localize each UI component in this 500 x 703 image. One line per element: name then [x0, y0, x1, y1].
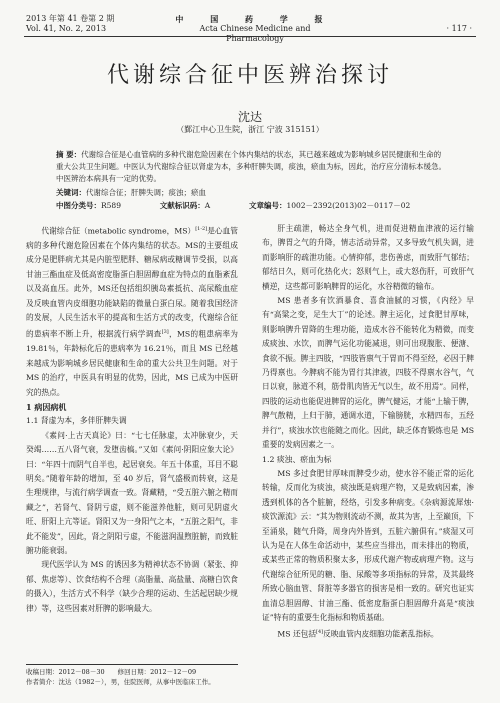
- running-header-issue: [26, 14, 114, 34]
- left-column: [26, 222, 238, 616]
- clc-number: R589: [101, 201, 121, 210]
- header-rule: [24, 36, 476, 37]
- keywords-text: 代谢综合征；肝脾失调；痰浊；瘀血: [86, 188, 206, 197]
- abstract-text: 代谢综合征是心血管病的多种代谢危险因素在个体内集结的状态，其已越来越成为影响城乡居民健康和生命的重大公共卫生问题。中医认为代谢综合征以肾虚为本，多种肝脾失调，痰浊，瘀血为标，因此，治疗应分清标本缓急。中医辨治本病具有一定的优势。: [56, 150, 446, 183]
- intro-paragraph: 代谢综合征（metabolic syndrome，MS）[1-2]是心血管病的多种代谢危险因素在个体内集结的状态。MS的主要组成成分是肥胖病尤其是内脏型肥胖、糖尿病或糖调节受损，以高甘油三酯血症及低高密度脂蛋白胆固醇血症为特点的血脂紊乱以及高血压。此外，MS还包括组织胰岛素抵抗、高尿酸血症及反映血管内皮细胞功能缺陷的微量白蛋白尿。随着我国经济的发展，人民生活水平的提高和生活方式的改变，代谢综合征的患病率不断上升，根据流行病学调查[3]，MS的粗患病率为 19.81％，年龄标化后的患病率为 16.21％，而且 MS 已经越来越成为影响城乡居民健康和生命的重大公共卫生问题。对于 MS 的治疗，中医具有明显的优势，因此，MS 已成为中医研究的热点。: [26, 226, 238, 397]
- author-bio: 作者简介：沈达（1982－），男，住院医师，从事中医临床工作。: [26, 678, 215, 686]
- subsection-heading: 1.1 肾虚为本，多伴肝脾失调: [26, 416, 127, 426]
- received-dates: 收稿日期：2012－08－30 修回日期：2012－12－09: [26, 668, 197, 676]
- body-paragraph: 肝主疏泄，畅达全身气机，进而促进精血津液的运行输布，脾胃之气的升降，情志活动异常，又多导致气机失调，进而影响肝的疏泄功能。心情抑郁，悲伤善虑，而致肝气郁结；郁结日久，则可化热化火；怒则气上，或大怒伤肝，可致肝气横逆，这些都可影响脾胃的运化，水谷精微的输布。: [262, 224, 474, 291]
- keywords-block: [56, 187, 446, 199]
- journal-name-cn: 中 国 药 学 报: [175, 14, 335, 24]
- keywords-label: 关键词：: [56, 188, 86, 197]
- article-number: 1002－2392(2013)02－0117－02: [286, 201, 411, 210]
- body-paragraph: 《素问·上古天真论》曰：“七七任脉虚，太冲脉衰少，天癸竭……五八肾气衰，发堕齿槁。”又如《素问·阴阳应象大论》曰：“年四十而阴气自半也，起居衰矣。年五十体重，耳目不聪明矣。”随着年龄的增加，至 40 岁后，肾气盛极而转衰，这是生理规律，与流行病学调查一致。肾藏精，“受五脏六腑之精而藏之”，若肾气、肾阴亏虚，则不能滋养他脏，则可见阴虚火旺、肝阳上亢等证。肾阳又为一身阳气之本，“五脏之阳气，非此不能发”，因此，肾之阴阳亏虚，不能滋润温煦脏腑，而致脏腑功能衰弱。: [26, 430, 238, 556]
- issue-cn: 2013 年第 41 卷第 2 期: [26, 14, 115, 23]
- document-code: A: [204, 201, 211, 210]
- body-paragraph: MS 患者多有饮酒暴食、喜食油腻的习惯，《内经》早有“高粱之变，足生大丁”的论述。脾主运化，过食肥甘厚味，则影响脾升胃降的生理功能，造成水谷不能转化为精微，而变成痰浊、水饮，而脾气运化功能减退，则可出现腹胀、便溏、食欲不振。脾主四肢，“四肢皆禀气于胃而不得至经，必因于脾乃得禀也。今脾病不能为胃行其津液，四肢不得禀水谷气，气日以衰，脉道不利，筋骨肌肉皆无气以生，故不用焉”。同样，四肢的运动也能促进脾胃的运化，脾气健运，才能“上输于脾，脾气散精，上归于肺，通调水道，下输膀胱，水精四布，五经并行”，痰浊水饮也能随之而化。因此，缺乏体育锻炼也是 MS 重要的发病因素之一。: [262, 296, 474, 450]
- page-number: · 117 ·: [446, 24, 472, 33]
- section-heading: 1 病因病机: [26, 402, 67, 412]
- body-paragraph: 现代医学认为 MS 的诱因多为精神状态不协调（紧张、抑郁、焦虑等）、饮食结构不合理（高脂量、高盐量、高糖白饮食的摄入），生活方式不科学（缺少合理的运动、生活起居缺少规律）等，这些因素对肝脾的影响最大。: [26, 560, 238, 613]
- body-paragraph: MS 还包括[4]反映血管内皮细胞功能紊乱指标。: [277, 629, 439, 639]
- journal-name-en: Acta Chinese Medicine and Pharmacology: [199, 24, 311, 43]
- citation-ref: [3]: [161, 329, 169, 336]
- abstract-block: [56, 149, 446, 185]
- running-header-journal: [170, 14, 340, 44]
- subsection-heading: 1.2 痰浊、瘀血为标: [262, 454, 332, 464]
- body-paragraph: MS 多过食肥甘厚味而脾受少动，使水谷不能正常的运化转输，反而化为痰浊，痰浊既是病理产物，又是致病因素，渗透到机体的各个脏腑，经络，引发多种病变。《杂病源流犀烛·痰饮源流》云：“其为物则流动不测，故其为害，上至巅顶，下至涌泉，随气升降，周身内外皆到，五脏六腑俱有。”痰湿又可认为是在人体生命活动中，某些应当排出，而未排出的物质，或某些正常的物质积聚太多，形成代谢产物或病理产物。这与代谢综合征所见的糖、脂、尿酸等多项指标的异常，及其最终所致心脑血管、肾脏等多器官的损害是相一致的。研究也证实血清总胆固醇、甘油三酯、低密度脂蛋白胆固醇升高是“痰浊证”特有的重要生化指标和物质基础。: [262, 468, 474, 622]
- footnote: [26, 664, 238, 687]
- citation-ref: [4]: [316, 629, 324, 636]
- classification-line: 中图分类号：R589 文献标识码：A 文章编号：1002－2392(2013)02－0117－02: [56, 201, 411, 210]
- article-title: 代谢综合征中医辨治探讨: [106, 63, 393, 88]
- right-column: [262, 222, 474, 642]
- abstract-label: 摘 要：: [56, 150, 82, 159]
- issue-en: Vol. 41, No. 2, 2013: [26, 24, 107, 33]
- citation-ref: [1-2]: [195, 226, 208, 232]
- author-name: 沈达: [237, 110, 262, 124]
- author-affiliation: （鄞江中心卫生院，浙江 宁波 315151）: [176, 125, 324, 134]
